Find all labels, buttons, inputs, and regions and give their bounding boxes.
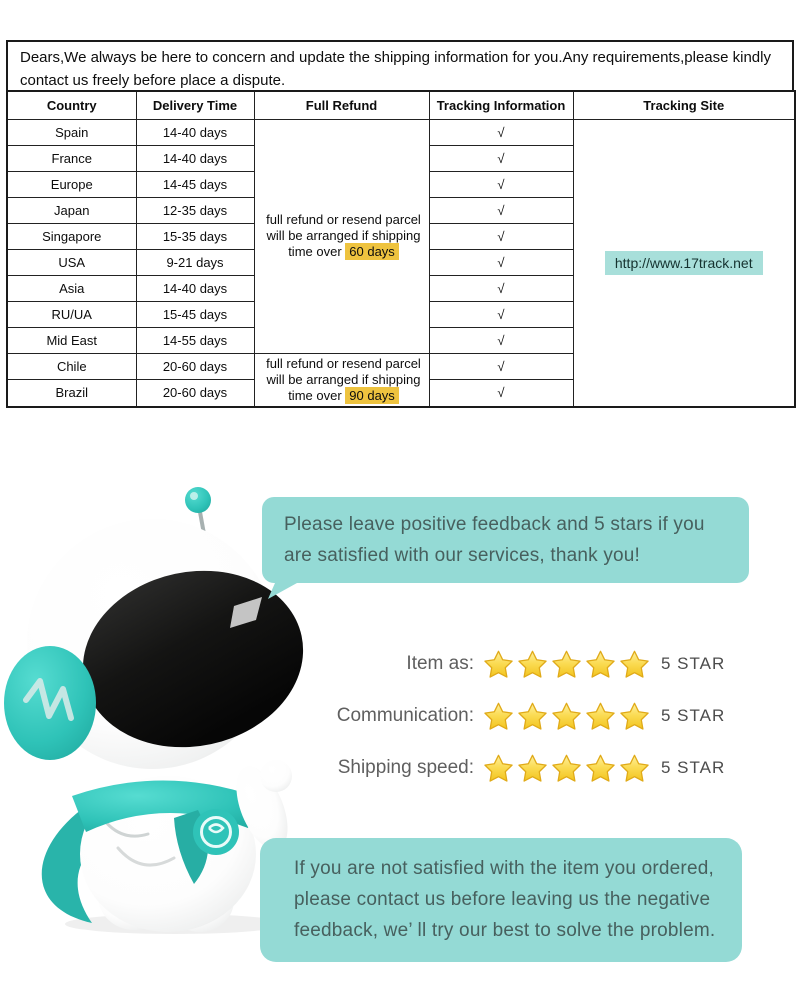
- star-rating-shipping-speed: [482, 753, 652, 784]
- col-header-country: Country: [7, 91, 136, 119]
- delivery-cell: 12-35 days: [136, 197, 254, 223]
- star-icon: [618, 753, 651, 784]
- refund-cell-90-days: [254, 353, 429, 407]
- star-icon: [550, 753, 583, 784]
- star-icon: [482, 753, 515, 784]
- country-cell: USA: [7, 249, 136, 275]
- delivery-cell: 14-40 days: [136, 119, 254, 145]
- table-row: [7, 119, 795, 145]
- delivery-cell: 14-40 days: [136, 275, 254, 301]
- star-icon: [618, 701, 651, 732]
- star-rating-communication: [482, 701, 652, 732]
- rating-row-item-as: [330, 638, 760, 690]
- col-header-tracking-site: Tracking Site: [573, 91, 795, 119]
- rating-label: Item as:: [406, 653, 474, 674]
- tracking-site-link[interactable]: http://www.17track.net: [605, 251, 763, 275]
- rating-label: Shipping speed:: [337, 757, 474, 778]
- tracking-cell: √: [429, 171, 573, 197]
- star-rating-item-as: [482, 649, 652, 680]
- rating-row-communication: [330, 690, 760, 742]
- delivery-cell: 14-45 days: [136, 171, 254, 197]
- col-header-full-refund: Full Refund: [254, 91, 429, 119]
- star-icon: [584, 701, 617, 732]
- country-cell: France: [7, 145, 136, 171]
- star-icon: [482, 701, 515, 732]
- tracking-site-cell: [573, 119, 795, 407]
- rating-suffix: 5 STAR: [661, 758, 726, 777]
- col-header-tracking-information: Tracking Information: [429, 91, 573, 119]
- delivery-cell: 15-45 days: [136, 301, 254, 327]
- star-icon: [516, 701, 549, 732]
- star-icon: [584, 753, 617, 784]
- star-icon: [516, 753, 549, 784]
- bubble-tail: [268, 567, 326, 599]
- country-cell: Europe: [7, 171, 136, 197]
- tracking-cell: √: [429, 197, 573, 223]
- rating-row-shipping-speed: [330, 742, 760, 794]
- table-header-row: [7, 91, 795, 119]
- tracking-cell: √: [429, 380, 573, 407]
- col-header-delivery-time: Delivery Time: [136, 91, 254, 119]
- rating-suffix: 5 STAR: [661, 654, 726, 673]
- delivery-cell: 20-60 days: [136, 380, 254, 407]
- refund-highlight-60: 60 days: [345, 243, 399, 260]
- star-icon: [482, 649, 515, 680]
- ratings-block: [330, 638, 760, 794]
- country-cell: RU/UA: [7, 301, 136, 327]
- refund-cell-60-days: [254, 119, 429, 353]
- feedback-bubble-top: Please leave positive feedback and 5 stars if you are satisfied with our services, thank you!: [262, 497, 749, 583]
- shipping-notice: Dears,We always be here to concern and update the shipping information for you.Any requirements,please kindly contact us freely before place a dispute.: [6, 40, 794, 100]
- shipping-table: [6, 90, 796, 408]
- tracking-cell: √: [429, 301, 573, 327]
- delivery-cell: 9-21 days: [136, 249, 254, 275]
- country-cell: Chile: [7, 353, 136, 380]
- tracking-cell: √: [429, 145, 573, 171]
- tracking-cell: √: [429, 119, 573, 145]
- tracking-cell: √: [429, 353, 573, 380]
- delivery-cell: 15-35 days: [136, 223, 254, 249]
- country-cell: Japan: [7, 197, 136, 223]
- country-cell: Brazil: [7, 380, 136, 407]
- star-icon: [550, 701, 583, 732]
- tracking-cell: √: [429, 223, 573, 249]
- country-cell: Asia: [7, 275, 136, 301]
- country-cell: Singapore: [7, 223, 136, 249]
- star-icon: [550, 649, 583, 680]
- tracking-cell: √: [429, 275, 573, 301]
- country-cell: Mid East: [7, 327, 136, 353]
- feedback-bubble-bottom: If you are not satisfied with the item you ordered, please contact us before leaving us the negative feedback, we’ ll try our best to solve the problem.: [260, 838, 742, 962]
- delivery-cell: 14-40 days: [136, 145, 254, 171]
- tracking-cell: √: [429, 249, 573, 275]
- star-icon: [516, 649, 549, 680]
- delivery-cell: 14-55 days: [136, 327, 254, 353]
- rating-suffix: 5 STAR: [661, 706, 726, 725]
- country-cell: Spain: [7, 119, 136, 145]
- refund-text: full refund or resend parcel will be arranged if shipping time over: [266, 212, 421, 259]
- refund-highlight-90: 90 days: [345, 387, 399, 404]
- star-icon: [584, 649, 617, 680]
- refund-text: full refund or resend parcel will be arranged if shipping time over: [266, 355, 421, 403]
- star-icon: [618, 649, 651, 680]
- tracking-cell: √: [429, 327, 573, 353]
- delivery-cell: 20-60 days: [136, 353, 254, 380]
- rating-label: Communication:: [336, 705, 474, 726]
